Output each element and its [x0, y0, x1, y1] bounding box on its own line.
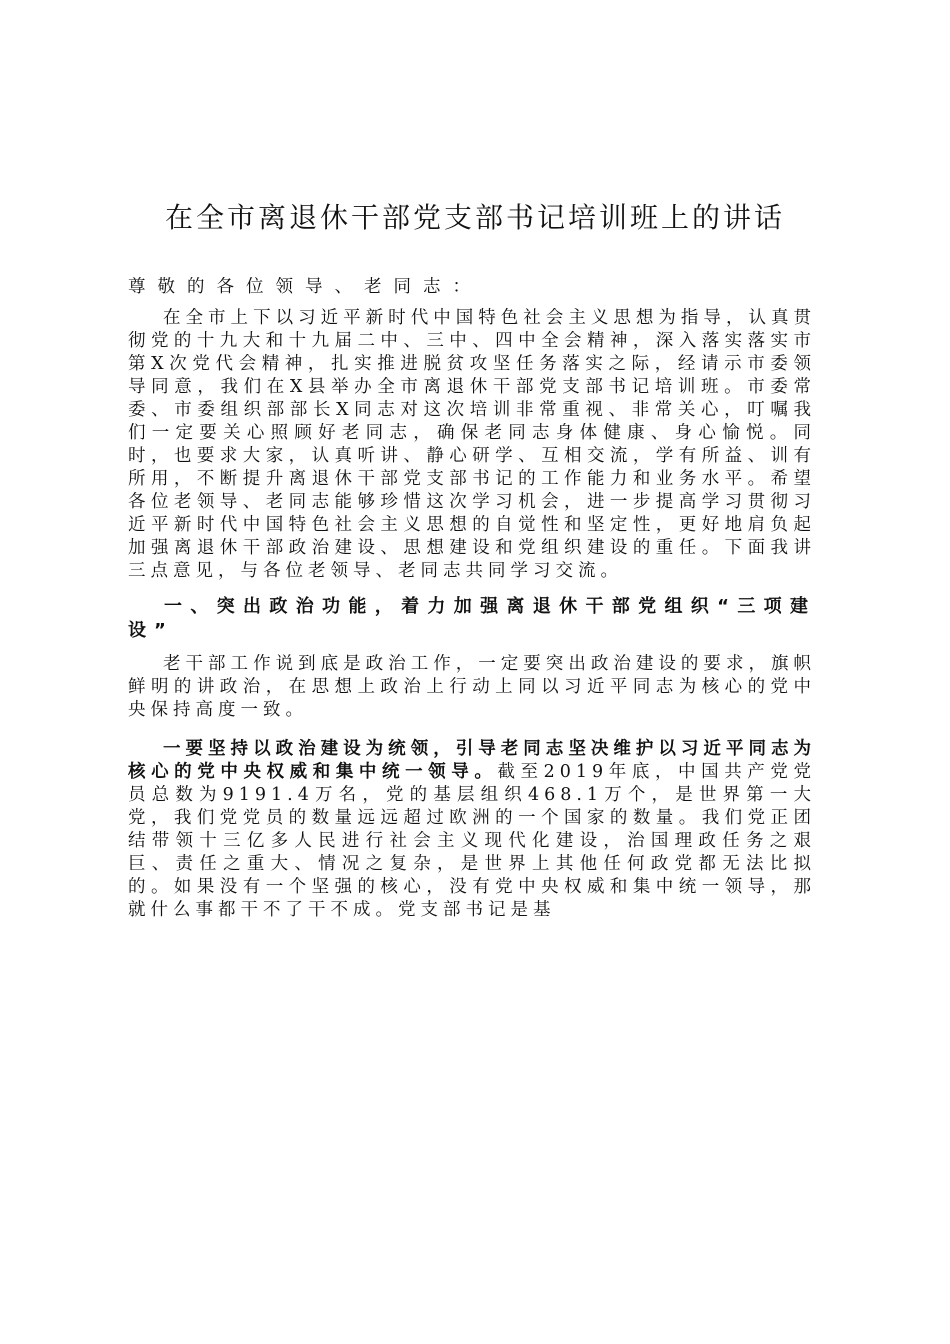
- point-one-lead: 一要坚持以政治建设为统领，引导老同志坚决维护以习近平同志为核心的党中央权威和集中统一领导。: [128, 739, 816, 782]
- paragraph-political-work: 老干部工作说到底是政治工作，一定要突出政治建设的要求，旗帜鲜明的讲政治，在思想上政治上行动上同以习近平同志为核心的党中央保持高度一致。: [128, 654, 816, 720]
- paragraph-intro: 在全市上下以习近平新时代中国特色社会主义思想为指导，认真贯彻党的十九大和十九届二中、三中、四中全会精神，深入落实落实市第X次党代会精神，扎实推进脱贫攻坚任务落实之际，经请示市委领导同意，我们在X县举办全市离退休干部党支部书记培训班。市委常委、市委组织部部长X同志对这次培训非常重视、非常关心，叮嘱我们一定要关心照顾好老同志，确保老同志身体健康、身心愉悦。同时，也要求大家，认真听讲、静心研学、互相交流，学有所益、训有所用，不断提升离退休干部党支部书记的工作能力和业务水平。希望各位老领导、老同志能够珍惜这次学习机会，进一步提高学习贯彻习近平新时代中国特色社会主义思想的自觉性和坚定性，更好地肩负起加强离退休干部政治建设、思想建设和党组织建设的重任。下面我讲三点意见，与各位老领导、老同志共同学习交流。: [128, 308, 816, 581]
- document-body: [128, 276, 816, 922]
- document-title: 在全市离退休干部党支部书记培训班上的讲话: [164, 201, 785, 234]
- paragraph-point-one: [128, 738, 816, 922]
- salutation: 尊敬的各位领导、老同志：: [128, 277, 482, 297]
- point-one-text: 截至2019年底，中国共产党党员总数为9191.4万名，党的基层组织468.1万个，是世界第一大党，我们党党员的数量远远超过欧洲的一个国家的数量。我们党正团结带领十三亿多人民进行社会主义现代化建设，治国理政任务之艰巨、责任之重大、情况之复杂，是世界上其他任何政党都无法比拟的。如果没有一个坚强的核心，没有党中央权威和集中统一领导，那就什么事都干不了干不成。党支部书记是基: [128, 762, 816, 920]
- section-heading-1: 一、突出政治功能，着力加强离退休干部党组织“三项建设”: [128, 596, 816, 641]
